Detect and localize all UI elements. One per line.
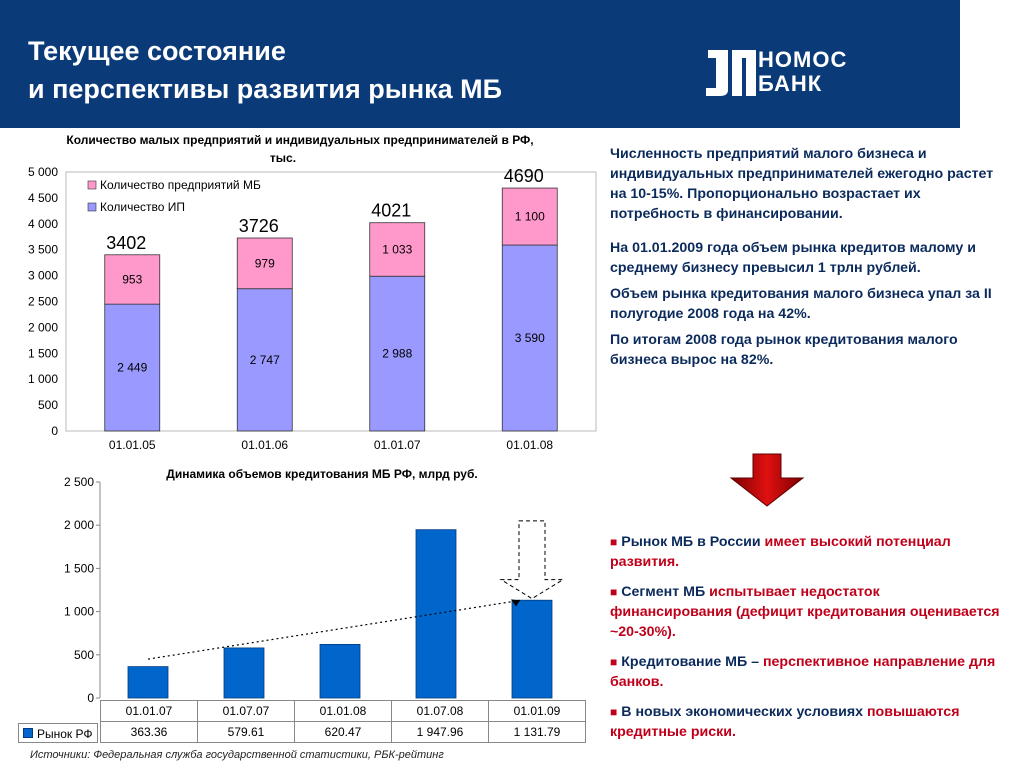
header-banner bbox=[0, 0, 960, 128]
chart1-data-label: 1 100 bbox=[514, 209, 545, 224]
bullet-text-highlight: повышаются кредитные риски. bbox=[610, 704, 960, 740]
table-legend-swatch bbox=[23, 728, 33, 738]
bullet-text-highlight: перспективное направление для банков. bbox=[610, 654, 996, 690]
table-legend-label: Рынок РФ bbox=[37, 727, 93, 741]
chart1-total-label: 4021 bbox=[371, 200, 412, 221]
chart1-total-label: 4690 bbox=[503, 166, 544, 187]
chart1-y-tick: 2 000 bbox=[27, 320, 58, 335]
chart1-y-tick: 3 000 bbox=[27, 268, 58, 283]
chart1-data-label: 1 033 bbox=[382, 242, 413, 257]
chart1-y-tick: 4 500 bbox=[27, 190, 58, 205]
conclusion-bullets bbox=[610, 532, 1005, 752]
chart1-legend-swatch bbox=[88, 181, 96, 189]
title-line-2: и перспективы развития рынка МБ bbox=[28, 74, 503, 104]
chart1-x-tick: 01.01.07 bbox=[373, 438, 421, 452]
bullet-square-icon: ■ bbox=[610, 535, 618, 549]
chart2-bar bbox=[320, 644, 360, 698]
table-header-cell: 01.07.07 bbox=[198, 701, 295, 722]
chart1-data-label: 2 449 bbox=[117, 360, 148, 375]
chart2-y-tick: 500 bbox=[73, 647, 94, 662]
chart2-projection-arrow bbox=[501, 521, 563, 599]
chart2-y-tick: 0 bbox=[87, 691, 94, 702]
logo-text bbox=[758, 48, 847, 96]
chart1-y-tick: 5 000 bbox=[27, 165, 58, 179]
bullet-text-lead: Кредитование МБ – bbox=[621, 654, 763, 670]
bullet-square-icon: ■ bbox=[610, 705, 618, 719]
chart1-y-tick: 0 bbox=[51, 424, 58, 438]
conclusion-bullet bbox=[610, 532, 1005, 572]
right-text-block bbox=[610, 144, 1005, 376]
chart1-data-label: 953 bbox=[122, 272, 143, 287]
logo-line-2: БАНК bbox=[758, 71, 823, 96]
chart1-y-tick: 1 000 bbox=[27, 372, 58, 387]
chart1-legend-label: Количество предприятий МБ bbox=[100, 178, 261, 192]
chart2-bar bbox=[128, 667, 168, 698]
table-legend bbox=[18, 723, 98, 743]
chart2-y-tick: 1 000 bbox=[63, 604, 94, 619]
enterprises-stacked-bar-chart bbox=[0, 128, 600, 458]
chart2-y-tick: 2 500 bbox=[63, 475, 94, 489]
bullet-text-highlight: имеет высокий потенциал развития. bbox=[610, 534, 951, 570]
source-note: Источники: Федеральная служба государственной статистики, РБК-рейтинг bbox=[30, 749, 444, 761]
down-arrow-icon bbox=[727, 452, 807, 508]
bullet-text-highlight: испытывает недостаток финансирования (дефицит кредитования оценивается ~20-30%). bbox=[610, 584, 1000, 640]
chart1-y-tick: 3 500 bbox=[27, 242, 58, 257]
conclusion-bullet bbox=[610, 652, 1005, 692]
table-value-cell: 579.61 bbox=[198, 722, 295, 743]
table-header-cell: 01.01.07 bbox=[101, 701, 198, 722]
text-paragraph-1: Численность предприятий малого бизнеса и индивидуальных предпринимателей ежегодно растет на 10-15%. Пропорционально возрастает их потребность в финансировании. bbox=[610, 146, 994, 222]
text-paragraph-4: По итогам 2008 года рынок кредитования малого бизнеса вырос на 82%. bbox=[610, 332, 958, 368]
chart1-total-label: 3402 bbox=[106, 232, 147, 253]
bullet-text-lead: Сегмент МБ bbox=[621, 584, 710, 600]
table-value-cell: 1 947.96 bbox=[392, 722, 489, 743]
table-header-cell: 01.01.09 bbox=[489, 701, 586, 722]
bullet-square-icon: ■ bbox=[610, 655, 618, 669]
bullet-text-lead: Рынок МБ в России bbox=[621, 534, 765, 550]
chart1-x-tick: 01.01.06 bbox=[241, 438, 289, 452]
conclusion-bullet bbox=[610, 582, 1005, 642]
chart1-y-tick: 1 500 bbox=[27, 346, 58, 361]
conclusion-bullet bbox=[610, 702, 1005, 742]
chart1-y-tick: 2 500 bbox=[27, 294, 58, 309]
chart1-legend-swatch bbox=[88, 203, 96, 211]
bullet-text-lead: В новых экономических условиях bbox=[621, 704, 867, 720]
chart1-legend-label: Количество ИП bbox=[100, 200, 186, 214]
table-header-cell: 01.07.08 bbox=[392, 701, 489, 722]
chart1-title-line1: Количество малых предприятий и индивидуальных предпринимателей в РФ, bbox=[66, 133, 534, 147]
chart1-title-line2: тыс. bbox=[269, 151, 297, 165]
bullet-square-icon: ■ bbox=[610, 585, 618, 599]
chart2-bar bbox=[512, 600, 552, 698]
chart1-data-label: 979 bbox=[254, 256, 275, 271]
chart2-y-tick: 1 500 bbox=[63, 561, 94, 576]
table-value-cell: 363.36 bbox=[101, 722, 198, 743]
credit-volume-bar-chart bbox=[0, 462, 600, 702]
chart1-data-label: 2 747 bbox=[249, 352, 280, 367]
title-line-1: Текущее состояние bbox=[28, 36, 286, 66]
chart1-y-tick: 4 000 bbox=[27, 216, 58, 231]
chart1-x-tick: 01.01.05 bbox=[108, 438, 156, 452]
page-title bbox=[28, 32, 502, 108]
table-value-cell: 620.47 bbox=[295, 722, 392, 743]
table-header-cell: 01.01.08 bbox=[295, 701, 392, 722]
credit-data-table bbox=[100, 700, 586, 743]
chart1-data-label: 2 988 bbox=[382, 346, 413, 361]
chart1-data-label: 3 590 bbox=[514, 331, 545, 346]
table-value-cell: 1 131.79 bbox=[489, 722, 586, 743]
chart2-y-tick: 2 000 bbox=[63, 518, 94, 533]
chart1-y-tick: 500 bbox=[37, 398, 58, 413]
text-paragraph-3: Объем рынка кредитования малого бизнеса упал за II полугодие 2008 года на 42%. bbox=[610, 286, 992, 322]
chart1-x-tick: 01.01.08 bbox=[506, 438, 554, 452]
text-paragraph-2: На 01.01.2009 года объем рынка кредитов малому и среднему бизнесу превысил 1 трлн рублей. bbox=[610, 240, 976, 276]
logo-line-1: НОМОС bbox=[758, 47, 848, 72]
chart2-title: Динамика объемов кредитования МБ РФ, млрд руб. bbox=[166, 467, 478, 481]
chart1-total-label: 3726 bbox=[238, 215, 279, 236]
chart2-bar bbox=[224, 648, 264, 698]
